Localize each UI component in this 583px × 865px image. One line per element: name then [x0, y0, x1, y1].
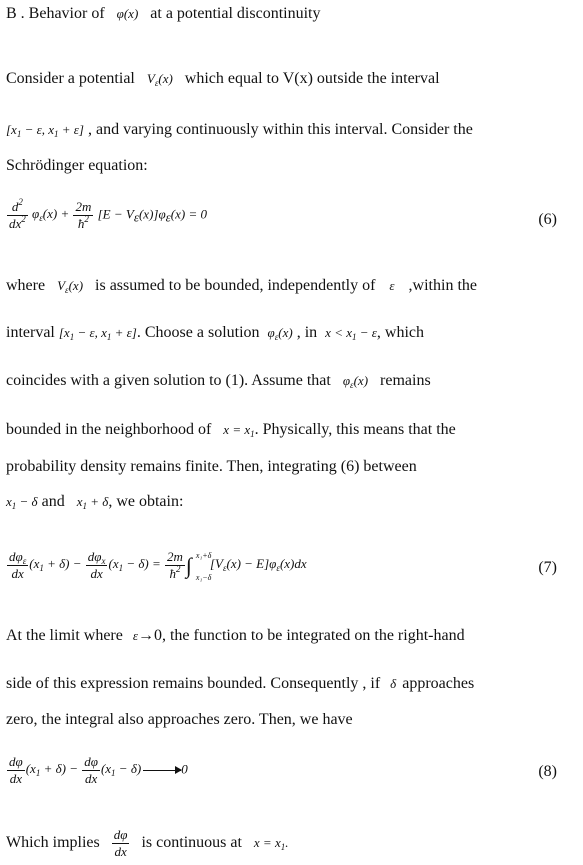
interval-expression: [$x_1 - \varepsilon$, $x_1 + \varepsilon$] — [6, 122, 84, 139]
phi-of-x: φ(x) — [116, 6, 139, 21]
paragraph-line: coincides with a given solution to (1). Assume that $\varphi_\varepsilon(x)$ remains — [6, 372, 431, 390]
paragraph-line: interval [$x_1 - \varepsilon$, $x_1 + \varepsilon$]. Choose a solution $\varphi_\varepsilon(x)$ , in $x < x_1 - \varepsilon$, which — [6, 324, 424, 342]
paragraph-line: Which implies $\frac{d\varphi}{dx}$ is continuous at $x = x_1$. — [6, 827, 289, 859]
paragraph-line: Schrödinger equation: — [6, 157, 148, 174]
v-epsilon: $V_\varepsilon(x)$ — [146, 71, 173, 88]
paragraph-line: Consider a potential $V_\varepsilon(x)$ which equal to V(x) outside the interval — [6, 70, 440, 88]
equation-7: $\frac{d\varphi_\varepsilon}{dx}$ $(x_1 + \delta)$ − $\frac{d\varphi_x}{dx}$ $(x_1 - \delta)$ = $\frac{2m}{ħ^2}$ ∫ x₁+δ x₁−δ $[V_\varepsilon(x) - E]\varphi_\varepsilon(x)dx$ — [9, 549, 307, 582]
paragraph-line: bounded in the neighborhood of $x = x_1$. Physically, this means that the — [6, 421, 456, 439]
equation-6: $\frac{d^2}{dx^2}$ $\varphi_\varepsilon(x)$ + $\frac{2m}{ħ^2}$ $[E - V_\varepsilon(x)]\varphi_\varepsilon(x) = 0$ — [9, 197, 207, 231]
paragraph-line: At the limit where ε→0, the function to be integrated on the right-hand — [6, 627, 465, 644]
arrow-icon — [143, 770, 181, 771]
paragraph-line: side of this expression remains bounded. Consequently , if δ approaches — [6, 675, 475, 692]
paragraph-line: [$x_1 - \varepsilon$, $x_1 + \varepsilon$] , and varying continuously within this interval. Consider the — [6, 121, 473, 139]
equation-number: (6) — [538, 211, 557, 228]
equation-number: (8) — [538, 763, 557, 780]
paragraph-line: $x_1 - \delta$ and $x_1 + \delta$, we obtain: — [6, 493, 184, 511]
paragraph-line: zero, the integral also approaches zero. Then, we have — [6, 711, 353, 728]
paragraph-line: probability density remains finite. Then, integrating (6) between — [6, 458, 417, 475]
equation-number: (7) — [538, 559, 557, 576]
equation-8: $\frac{d\varphi}{dx}$ $(x_1 + \delta)$ − $\frac{d\varphi}{dx}$ $(x_1 - \delta)$ 0 — [9, 754, 188, 786]
paragraph-line: where $V_\varepsilon(x)$ is assumed to be bounded, independently of ε ,within the — [6, 277, 477, 295]
section-heading: B . Behavior of φ(x) at a potential discontinuity — [6, 5, 321, 22]
